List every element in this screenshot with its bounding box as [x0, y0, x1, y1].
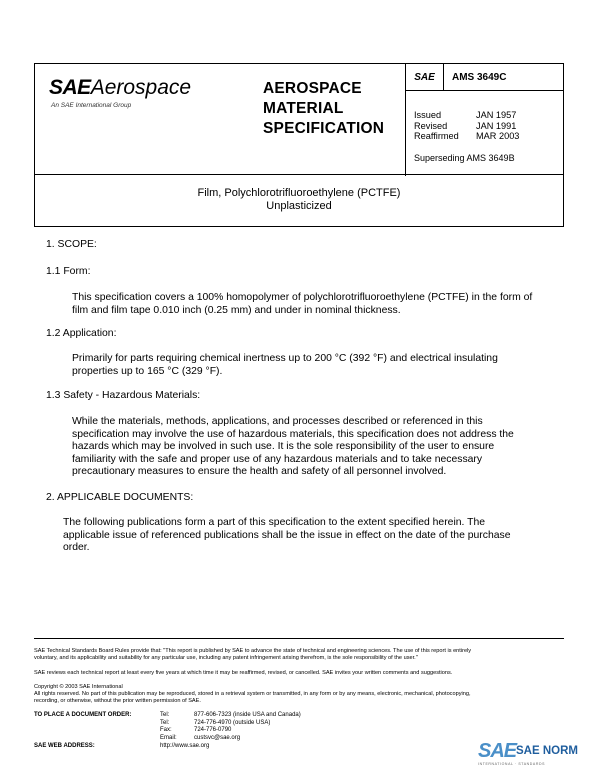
section-1-3-heading: 1.3 Safety - Hazardous Materials:	[46, 390, 201, 401]
document-type-title	[253, 64, 405, 176]
contact-row: Email: custsvc@sae.org	[160, 734, 241, 741]
superseding-note: Superseding AMS 3649B	[414, 153, 515, 163]
sae-norm-logo	[478, 740, 578, 768]
document-header	[34, 63, 564, 175]
title-line-2: MATERIAL	[263, 100, 344, 117]
sae-mark-logo: SAE	[406, 64, 444, 91]
section-1-heading: 1. SCOPE:	[46, 239, 97, 250]
title-line-1: AEROSPACE	[263, 80, 362, 97]
web-address-value: http://www.sae.org	[160, 743, 210, 749]
date-row-revised: Revised JAN 1991	[414, 120, 517, 131]
section-2-paragraph: The following publications form a part of this specification to the extent specified herein. The applicable issue of referenced publications shall be the issue in effect on the date of the purchase order.	[63, 517, 511, 554]
footer-rights: All rights reserved. No part of this publication may be reproduced, stored in a retrieval system or transmitted, in any form or by any means, electronic, mechanical, photocopying, recording, or otherwise, without the prior written permission of SAE.	[34, 691, 471, 705]
section-2-heading: 2. APPLICABLE DOCUMENTS:	[46, 492, 194, 503]
contact-row: Tel: 877-606-7323 (inside USA and Canada)	[160, 712, 301, 718]
sae-norm-tagline: INTERNATIONAL · STANDARDS	[478, 762, 546, 766]
footer-standards-rules: SAE Technical Standards Board Rules provide that: "This report is published by SAE to advance the state of technical and engineering sciences. The use of this report is entirely voluntary, and its applicability and suitability for any particular use, including any patent infringement arising therefrom, is the sole responsibility of the user."	[34, 648, 472, 662]
contact-row: Tel: 724-776-4970 (outside USA)	[160, 719, 271, 726]
footer-review-note: SAE reviews each technical report at least every five years at which time it may be reaffirmed, revised, or cancelled. SAE invites your written comments and suggestions.	[34, 670, 453, 676]
sae-norm-mark: SAE	[478, 740, 517, 762]
contact-row: Fax: 724-776-0790	[160, 727, 232, 734]
section-1-3-paragraph: While the materials, methods, applications, and processes described or referenced in this specification may involve the use of hazardous materials, this specification does not address the hazards which may be involved in such use. It is the sole responsibility of the user to ensure familiarity with the safe and proper use of any hazardous materials and to take necessary precautionary measures to ensure the health and safety of all personnel involved.	[72, 416, 514, 478]
web-address-label: SAE WEB ADDRESS:	[34, 743, 95, 749]
subject-line-1: Film, Polychlorotrifluoroethylene (PCTFE)	[197, 187, 401, 199]
logo-sae-text: SAE	[49, 76, 91, 99]
section-1-2-heading: 1.2 Application:	[46, 328, 117, 339]
date-row-issued: Issued JAN 1957	[414, 110, 517, 120]
title-line-3: SPECIFICATION	[263, 120, 385, 137]
document-info-panel	[405, 64, 563, 176]
document-dates	[414, 110, 519, 142]
date-row-reaffirmed: Reaffirmed MAR 2003	[414, 131, 520, 141]
contact-list	[160, 712, 301, 742]
footer-divider	[34, 638, 564, 639]
logo-aerospace-text: Aerospace	[90, 76, 192, 99]
section-1-1-paragraph: This specification covers a 100% homopolymer of polychlorotrifluoroethylene (PCTFE) in the form of film and film tape 0.010 inch (0.25 mm) and under in nominal thickness.	[72, 292, 533, 316]
sae-norm-text: SAE NORM	[516, 745, 578, 757]
logo-tagline: An SAE International Group	[51, 102, 132, 109]
section-1-2-paragraph: Primarily for parts requiring chemical inertness up to 200 °C (392 °F) and electrical insulating properties up to 165 °C (329 °F).	[72, 353, 498, 377]
section-1-1-heading: 1.1 Form:	[46, 266, 91, 277]
order-label: TO PLACE A DOCUMENT ORDER:	[34, 712, 132, 718]
document-number: AMS 3649C	[444, 64, 564, 91]
publisher-logo	[35, 64, 253, 176]
footer-copyright: Copyright © 2003 SAE International	[34, 684, 123, 690]
document-subject	[34, 175, 564, 227]
subject-line-2: Unplasticized	[266, 200, 332, 212]
